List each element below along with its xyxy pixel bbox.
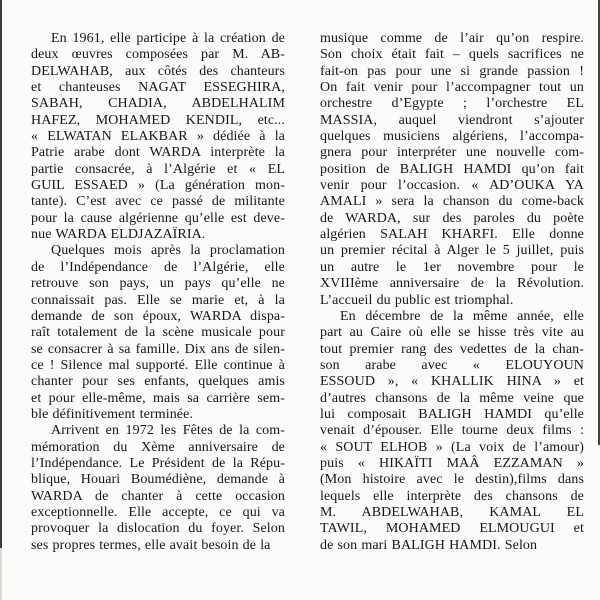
text-line: de WARDA, sur des paroles du poète (320, 210, 584, 226)
text-line: M. ABDELWAHAB, KAMAL EL (320, 504, 584, 520)
text-line: (Mon histoire avec le destin),films dans (320, 472, 584, 488)
text-line: part au Caire où elle se hisse très vite au (320, 325, 584, 341)
text-line: « ELWATAN ELAKBAR » dédiée à la (31, 129, 285, 145)
text-line: GUIL ESSAED » (La génération mon- (31, 178, 285, 194)
text-line: nue WARDA ELDJAZAÏRIA. (31, 227, 206, 243)
text-line: En décembre de la même année, elle (340, 308, 584, 324)
text-line: gnera pour interpréter une nouvelle com- (320, 145, 584, 161)
text-line: partie consacrée, à l’Algérie et « EL (31, 161, 285, 177)
text-line: demande de son époux, WARDA dispa- (31, 308, 285, 324)
text-line: musique comme de l’air qu’on respire. (320, 31, 584, 46)
text-line: provoquer la dislocation du foyer. Selon (31, 521, 285, 537)
text-line: algérien SALAH KHARFI. Elle donne (320, 227, 584, 243)
text-line: Quelques mois après la proclamation (51, 243, 285, 259)
text-line: On fait venir pour l’accompagner tout un (320, 80, 584, 96)
text-line: DELWAHAB, aux côtés des chanteurs (31, 63, 285, 79)
text-line: exceptionnelle. Elle accepte, ce qui va (31, 504, 285, 520)
text-line: l’Indépendance. Le Président de la Répu- (31, 455, 285, 471)
text-line: son arabe avec « ELOUYOUN (320, 357, 584, 373)
text-line: tout premier rang des vedettes de la chan- (320, 341, 584, 357)
text-line: HAFEZ, MOHAMED KENDIL, etc... (31, 112, 285, 128)
text-line: ce ! Silence mal supporté. Elle continue à (31, 357, 285, 373)
text-line: de son mari BALIGH HAMDI. Selon (320, 537, 538, 553)
text-line: venir pour l’occasion. « AD’OUKA YA (320, 178, 584, 194)
text-line: connaissait pas. Elle se marie et, à la (31, 292, 285, 308)
text-line: Son choix était fait – quels sacrifices ne (320, 47, 584, 63)
text-line: WARDA de chanter à cette occasion (31, 488, 285, 504)
text-line: venait d’épouser. Elle tourne deux films : (320, 423, 584, 439)
text-line: chanter pour ses enfants, quelques amis (31, 374, 285, 390)
text-line: un autre le 1er novembre pour le (320, 259, 584, 275)
text-line: SABAH, CHADIA, ABDELHALIM (31, 96, 285, 112)
text-line: fait-on pas pour une si grande passion ! (320, 63, 584, 79)
text-line: L’accueil du public est triomphal. (320, 292, 514, 308)
text-line: pour la cause algérienne qu’elle est deve- (31, 210, 285, 226)
page-edge-left-fade (0, 548, 2, 600)
text-line: et pour elle-même, mais sa carrière sem- (31, 390, 285, 406)
text-line: tante). C’est avec ce passé de militante (31, 194, 285, 210)
text-line: « SOUT ELHOB » (La voix de l’amour) (320, 439, 584, 455)
text-line: un premier récital à Alger le 5 juillet, puis (320, 243, 584, 259)
text-line: Patrie arabe dont WARDA interprète la (31, 145, 285, 161)
text-line: MASSIA, auquel viendront s’ajouter (320, 112, 584, 128)
text-line: orchestre d’Egypte ; l’orchestre EL (320, 96, 584, 112)
text-line: TAWIL, MOHAMED ELMOUGUI et (320, 521, 584, 537)
text-line: position de BALIGH HAMDI qu’on fait (320, 161, 584, 177)
text-line: deux œuvres composées par M. AB- (31, 47, 285, 63)
text-line: mémoration du Xème anniversaire de (31, 439, 285, 455)
text-line: ses propres termes, elle avait besoin de la (31, 537, 271, 553)
text-line: retrouve son pays, un pays qu’elle ne (31, 276, 285, 292)
page-edge-left-line (0, 0, 2, 548)
text-line: se consacrer à sa famille. Dix ans de silen- (31, 341, 285, 357)
text-line: lui composait BALIGH HAMDI qu’elle (320, 406, 584, 422)
text-line: blique, Houari Boumédiène, demande à (31, 472, 285, 488)
text-line: lequels elle interprète des chansons de (320, 488, 584, 504)
text-line: raît totalement de la scène musicale pour (31, 325, 285, 341)
text-line: de l’Indépendance de l’Algérie, elle (31, 259, 285, 275)
text-column-right (320, 31, 584, 554)
text-line: En 1961, elle participe à la création de (51, 31, 285, 46)
text-line: puis « HIKAÏTI MAÂ EZZAMAN » (320, 455, 584, 471)
text-line: ble définitivement terminée. (31, 406, 194, 422)
text-line: XVIIIème anniversaire de la Révolution. (320, 276, 584, 292)
text-column-left (31, 31, 285, 554)
text-line: AMALI » sera la chanson du come-back (320, 194, 584, 210)
text-line: et chanteuses NAGAT ESSEGHIRA, (31, 80, 285, 96)
text-line: quelques musiciens algériens, l’accompa- (320, 129, 584, 145)
text-line: ESSOUD », « KHALLIK HINA » et (320, 374, 584, 390)
text-line: Arrivent en 1972 les Fêtes de la com- (51, 423, 285, 439)
text-line: d’autres chansons de la même veine que (320, 390, 584, 406)
